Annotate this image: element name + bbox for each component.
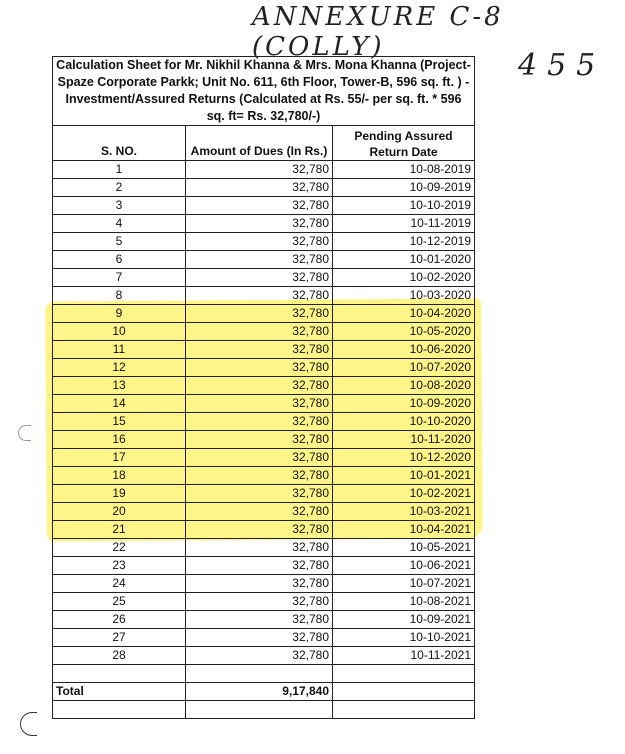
blank-row — [53, 665, 475, 683]
amount-cell: 32,780 — [186, 431, 333, 449]
table-row — [53, 377, 475, 395]
amount-cell: 32,780 — [186, 413, 333, 431]
sno-cell: 6 — [53, 251, 186, 269]
total-amount: 9,17,840 — [186, 683, 333, 701]
sno-cell: 3 — [53, 197, 186, 215]
sno-cell: 10 — [53, 323, 186, 341]
amount-cell: 32,780 — [186, 557, 333, 575]
amount-cell: 32,780 — [186, 197, 333, 215]
date-cell: 10-07-2020 — [333, 359, 475, 377]
sno-cell: 22 — [53, 539, 186, 557]
date-cell: 10-11-2019 — [333, 215, 475, 233]
sno-cell: 23 — [53, 557, 186, 575]
amount-cell: 32,780 — [186, 305, 333, 323]
table-row — [53, 215, 475, 233]
amount-cell: 32,780 — [186, 593, 333, 611]
amount-cell: 32,780 — [186, 467, 333, 485]
table-row — [53, 431, 475, 449]
table-row — [53, 287, 475, 305]
amount-cell: 32,780 — [186, 611, 333, 629]
date-cell: 10-07-2021 — [333, 575, 475, 593]
sno-cell: 12 — [53, 359, 186, 377]
sno-cell: 11 — [53, 341, 186, 359]
date-cell: 10-11-2020 — [333, 431, 475, 449]
table-row — [53, 503, 475, 521]
table-row — [53, 323, 475, 341]
sno-cell: 14 — [53, 395, 186, 413]
sno-cell: 21 — [53, 521, 186, 539]
table-row — [53, 647, 475, 665]
sno-cell: 20 — [53, 503, 186, 521]
header-sno: S. NO. — [53, 126, 186, 161]
table-row — [53, 629, 475, 647]
sno-cell: 5 — [53, 233, 186, 251]
amount-cell: 32,780 — [186, 215, 333, 233]
sno-cell: 27 — [53, 629, 186, 647]
table-row — [53, 269, 475, 287]
sno-cell: 26 — [53, 611, 186, 629]
amount-cell: 32,780 — [186, 179, 333, 197]
date-cell: 10-05-2020 — [333, 323, 475, 341]
amount-cell: 32,780 — [186, 341, 333, 359]
date-cell: 10-01-2020 — [333, 251, 475, 269]
amount-cell: 32,780 — [186, 287, 333, 305]
date-cell: 10-08-2020 — [333, 377, 475, 395]
date-cell: 10-05-2021 — [333, 539, 475, 557]
date-cell: 10-10-2019 — [333, 197, 475, 215]
margin-mark — [18, 425, 31, 441]
sno-cell: 28 — [53, 647, 186, 665]
blank-row — [53, 701, 475, 719]
amount-cell: 32,780 — [186, 269, 333, 287]
table-row — [53, 449, 475, 467]
amount-cell: 32,780 — [186, 251, 333, 269]
date-cell: 10-12-2020 — [333, 449, 475, 467]
table-row — [53, 233, 475, 251]
date-cell: 10-01-2021 — [333, 467, 475, 485]
amount-cell: 32,780 — [186, 539, 333, 557]
sno-cell: 13 — [53, 377, 186, 395]
date-cell: 10-09-2020 — [333, 395, 475, 413]
date-cell: 10-03-2021 — [333, 503, 475, 521]
sno-cell: 25 — [53, 593, 186, 611]
total-label: Total — [53, 683, 186, 701]
amount-cell: 32,780 — [186, 377, 333, 395]
amount-cell: 32,780 — [186, 485, 333, 503]
date-cell: 10-04-2021 — [333, 521, 475, 539]
sno-cell: 17 — [53, 449, 186, 467]
table-row — [53, 161, 475, 179]
handwritten-page-number: 455 — [518, 48, 606, 83]
calculation-sheet-table — [52, 56, 475, 719]
table-row — [53, 413, 475, 431]
date-cell: 10-11-2021 — [333, 647, 475, 665]
amount-cell: 32,780 — [186, 521, 333, 539]
table-row — [53, 197, 475, 215]
sno-cell: 7 — [53, 269, 186, 287]
amount-cell: 32,780 — [186, 323, 333, 341]
sno-cell: 15 — [53, 413, 186, 431]
table-row — [53, 467, 475, 485]
sno-cell: 2 — [53, 179, 186, 197]
table-row — [53, 251, 475, 269]
table-row — [53, 485, 475, 503]
amount-cell: 32,780 — [186, 449, 333, 467]
amount-cell: 32,780 — [186, 233, 333, 251]
sheet-title: Calculation Sheet for Mr. Nikhil Khanna & Mrs. Mona Khanna (Project-Spaze Corporate Parkk; Unit No. 611, 6th Floor, Tower-B, 596 sq. ft. ) - Investment/Assured Returns (Calculated at Rs. 55/- per sq. ft. * 596 sq. ft= Rs. 32,780/-) — [53, 57, 475, 126]
header-row — [53, 126, 475, 161]
date-cell: 10-09-2019 — [333, 179, 475, 197]
table-row — [53, 539, 475, 557]
sno-cell: 19 — [53, 485, 186, 503]
table-row — [53, 575, 475, 593]
date-cell: 10-09-2021 — [333, 611, 475, 629]
amount-cell: 32,780 — [186, 503, 333, 521]
amount-cell: 32,780 — [186, 575, 333, 593]
table-row — [53, 341, 475, 359]
total-row — [53, 683, 475, 701]
date-cell: 10-04-2020 — [333, 305, 475, 323]
date-cell: 10-12-2019 — [333, 233, 475, 251]
sno-cell: 16 — [53, 431, 186, 449]
table-row — [53, 521, 475, 539]
header-date: Pending Assured Return Date — [333, 126, 475, 161]
sno-cell: 4 — [53, 215, 186, 233]
table-row — [53, 305, 475, 323]
amount-cell: 32,780 — [186, 395, 333, 413]
sno-cell: 8 — [53, 287, 186, 305]
table-row — [53, 611, 475, 629]
binder-mark — [20, 712, 37, 736]
amount-cell: 32,780 — [186, 629, 333, 647]
sno-cell: 18 — [53, 467, 186, 485]
date-cell: 10-08-2019 — [333, 161, 475, 179]
date-cell: 10-08-2021 — [333, 593, 475, 611]
date-cell: 10-06-2021 — [333, 557, 475, 575]
sno-cell: 9 — [53, 305, 186, 323]
sno-cell: 1 — [53, 161, 186, 179]
date-cell: 10-02-2021 — [333, 485, 475, 503]
sno-cell: 24 — [53, 575, 186, 593]
header-amount: Amount of Dues (In Rs.) — [186, 126, 333, 161]
amount-cell: 32,780 — [186, 647, 333, 665]
table-row — [53, 593, 475, 611]
table-row — [53, 359, 475, 377]
amount-cell: 32,780 — [186, 161, 333, 179]
table-row — [53, 395, 475, 413]
date-cell: 10-10-2020 — [333, 413, 475, 431]
table-row — [53, 557, 475, 575]
table-row — [53, 179, 475, 197]
amount-cell: 32,780 — [186, 359, 333, 377]
date-cell: 10-10-2021 — [333, 629, 475, 647]
title-row — [53, 57, 475, 126]
date-cell: 10-03-2020 — [333, 287, 475, 305]
annexure-handwritten-note: ANNEXURE C-8 (COLLY) — [252, 2, 504, 62]
date-cell: 10-02-2020 — [333, 269, 475, 287]
date-cell: 10-06-2020 — [333, 341, 475, 359]
